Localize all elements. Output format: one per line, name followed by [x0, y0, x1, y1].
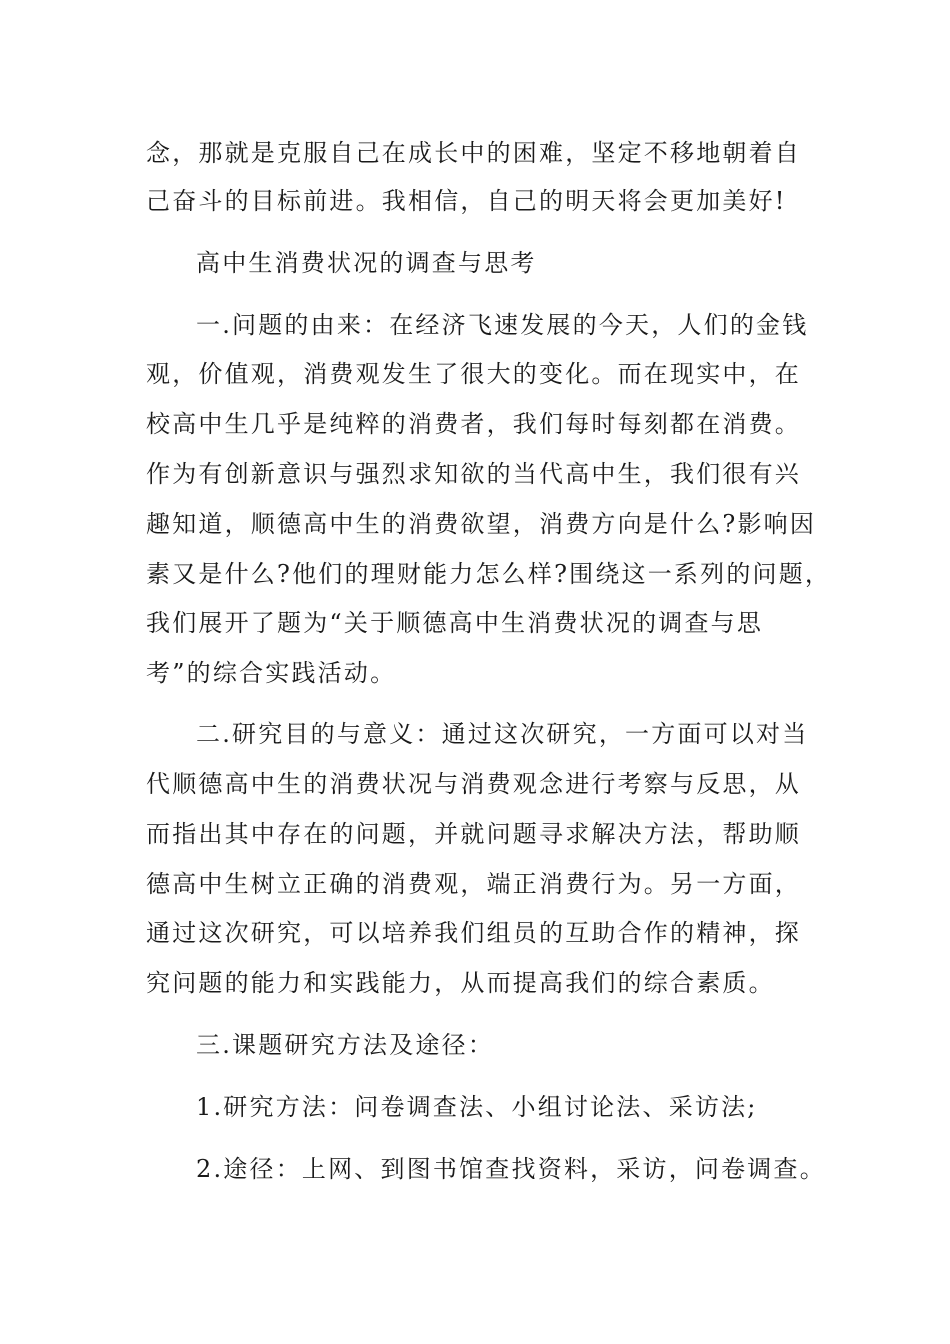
section-heading: 三.课题研究方法及途径：	[196, 1031, 495, 1059]
text-line: 己奋斗的目标前进。我相信，自己的明天将会更加美好!	[146, 187, 787, 215]
text-line: 德高中生树立正确的消费观，端正消费行为。另一方面，	[146, 870, 801, 898]
text-line: 究问题的能力和实践能力，从而提高我们的综合素质。	[146, 969, 775, 997]
text-line: 我们展开了题为“关于顺德高中生消费状况的调查与思	[146, 609, 764, 637]
text-line: 校高中生几乎是纯粹的消费者，我们每时每刻都在消费。	[146, 410, 801, 438]
list-item: 2.途径：上网、到图书馆查找资料，采访，问卷调查。	[196, 1155, 826, 1183]
text-line: 通过这次研究，可以培养我们组员的互助合作的精神，探	[146, 919, 801, 947]
section-title: 高中生消费状况的调查与思考	[196, 249, 537, 277]
text-line: 作为有创新意识与强烈求知欲的当代高中生，我们很有兴	[146, 460, 801, 488]
text-line: 考”的综合实践活动。	[146, 659, 397, 687]
text-line: 素又是什么?他们的理财能力怎么样?围绕这一系列的问题，	[146, 560, 832, 588]
text-line: 代顺德高中生的消费状况与消费观念进行考察与反思，从	[146, 770, 801, 798]
text-line: 二.研究目的与意义：通过这次研究，一方面可以对当	[196, 720, 809, 748]
text-line: 而指出其中存在的问题，并就问题寻求解决方法，帮助顺	[146, 820, 801, 848]
text-line: 念，那就是克服自己在成长中的困难，坚定不移地朝着自	[146, 139, 801, 167]
list-item: 1.研究方法：问卷调查法、小组讨论法、采访法;	[196, 1093, 758, 1121]
text-line: 一.问题的由来：在经济飞速发展的今天，人们的金钱	[196, 311, 809, 339]
text-line: 趣知道，顺德高中生的消费欲望，消费方向是什么?影响因	[146, 510, 817, 538]
text-line: 观，价值观，消费观发生了很大的变化。而在现实中，在	[146, 360, 801, 388]
